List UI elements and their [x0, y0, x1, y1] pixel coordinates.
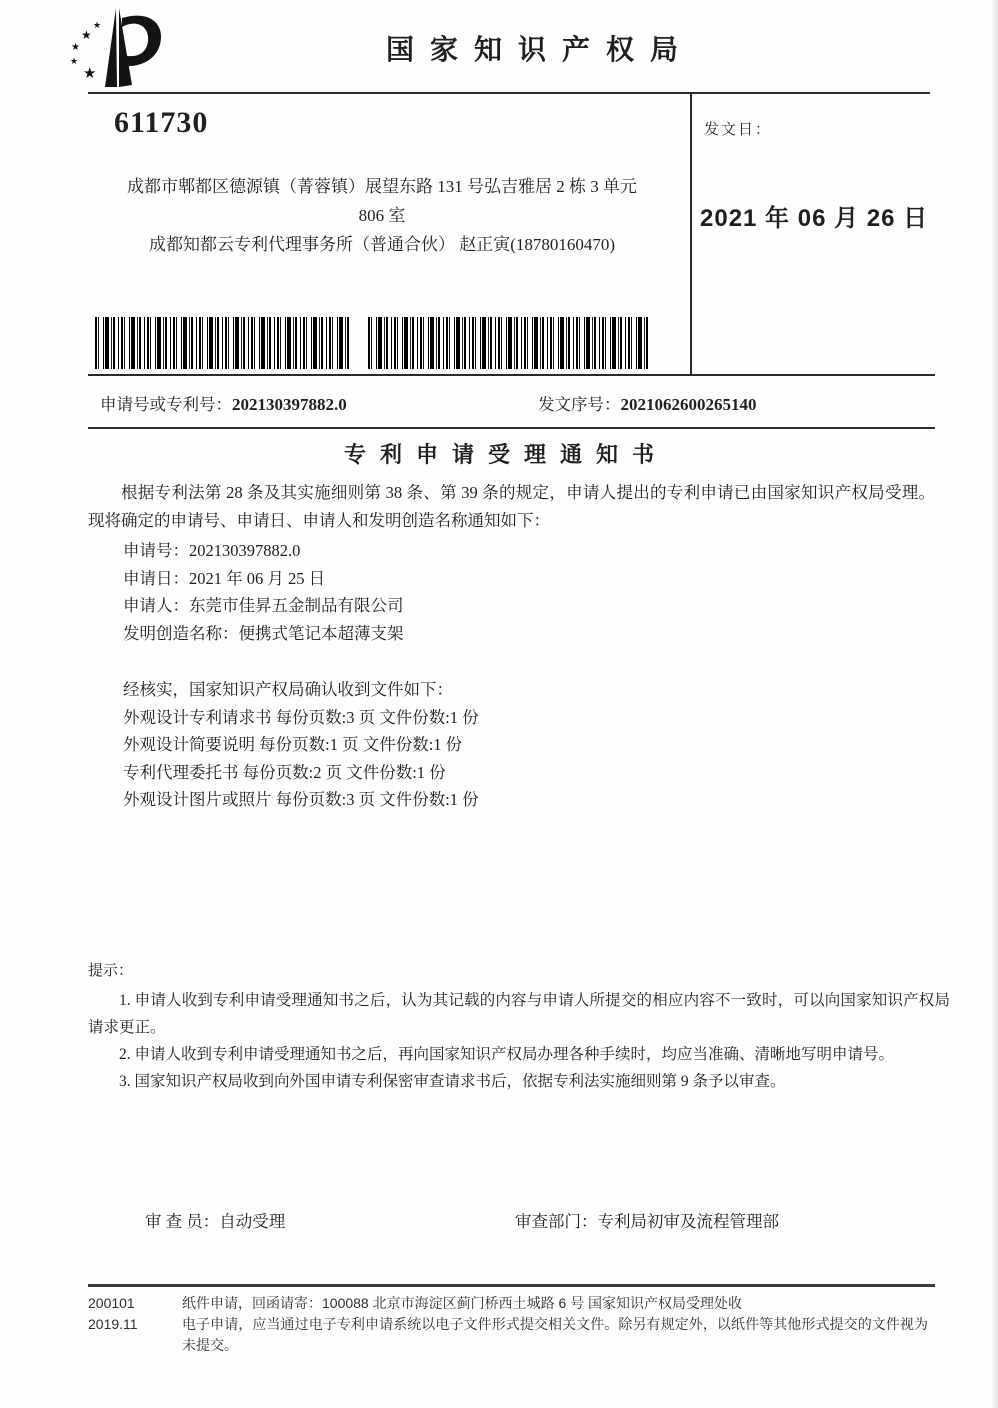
footer-paper-instruction: 纸件申请，回函请寄：100088 北京市海淀区蓟门桥西土城路 6 号 国家知识产权局受理处收 [182, 1295, 743, 1311]
reference-row-top-rule [88, 374, 935, 376]
issue-box-divider [690, 92, 692, 376]
issue-date-label: 发文日： [704, 122, 773, 138]
tip-item-3: 3. 国家知识产权局收到向外国申请专利保密审查请求书后，依据专利法实施细则第 9 条予以审查。 [119, 1073, 786, 1090]
received-document: 外观设计专利请求书 每份页数:3 页 文件份数:1 份 [123, 707, 479, 727]
footer-electronic-instruction: 电子申请，应当通过电子专利申请系统以电子文件形式提交相关文件。除另有规定外，以纸件等其他形式提交的文件视为未提交。 [182, 1316, 928, 1353]
footer-form-revision: 2019.11 [88, 1316, 138, 1332]
received-document: 外观设计图片或照片 每份页数:3 页 文件份数:1 份 [123, 790, 479, 809]
application-field-list [123, 537, 935, 647]
footer [88, 1293, 948, 1356]
scan-edge-shadow [991, 0, 998, 1408]
serial-number-field [538, 391, 757, 415]
recipient-address-block [92, 172, 672, 259]
footer-rule [88, 1284, 935, 1287]
received-document: 外观设计简要说明 每份页数:1 页 文件份数:1 份 [123, 735, 463, 754]
application-number-label: 申请号或专利号： [100, 395, 232, 414]
field-label: 发明创造名称： [123, 623, 239, 643]
received-documents-list [123, 676, 935, 814]
svg-text:★: ★ [83, 66, 97, 82]
field-invention-title [123, 620, 935, 648]
recipient-postal-code: 611730 [114, 106, 209, 139]
field-value: 2021 年 06 月 25 日 [189, 568, 326, 588]
serial-number-value: 2021062600265140 [620, 395, 757, 414]
received-intro: 经核实，国家知识产权局确认收到文件如下： [123, 680, 453, 699]
department-value: 专利局初审及流程管理部 [597, 1212, 779, 1231]
tip-item-1: 1. 申请人收到专利申请受理通知书之后，认为其记载的内容与申请人所提交的相应内容不一致时，可以向国家知识产权局请求更正。 [88, 992, 950, 1036]
field-label: 申请号： [123, 541, 189, 560]
field-value: 202130397882.0 [189, 541, 301, 560]
tip-item-2: 2. 申请人收到专利申请受理通知书之后，再向国家知识产权局办理各种手续时，均应当准确、清晰地写明申请号。 [119, 1046, 895, 1063]
notice-body [88, 479, 935, 814]
recipient-agent-line: 成都知都云专利代理事务所（普通合伙） 赵正寅(18780160470) [148, 235, 616, 254]
tips-section [88, 958, 950, 1095]
application-number-value: 202130397882.0 [232, 395, 347, 414]
recipient-address-line2: 806 室 [358, 206, 406, 225]
field-application-date [123, 565, 935, 593]
serial-number-barcode [368, 317, 649, 369]
field-value: 东莞市佳昇五金制品有限公司 [189, 596, 404, 615]
field-value: 便携式笔记本超薄支架 [238, 623, 404, 643]
received-document: 专利代理委托书 每份页数:2 页 文件份数:1 份 [123, 762, 446, 782]
recipient-address-line1: 成都市郫都区德源镇（菁蓉镇）展望东路 131 号弘吉雅居 2 栋 3 单元 [127, 177, 637, 196]
agency-title: 国家知识产权局 [385, 35, 694, 66]
department-field [515, 1208, 779, 1232]
svg-text:★: ★ [81, 28, 92, 42]
examiner-field [145, 1208, 285, 1232]
examiner-value: 自动受理 [219, 1212, 286, 1231]
field-label: 申请人： [123, 596, 189, 615]
field-application-number [123, 537, 935, 565]
tips-heading: 提示： [88, 963, 134, 979]
notice-title: 专利申请受理通知书 [343, 442, 668, 467]
serial-number-label: 发文序号： [538, 395, 621, 414]
header-rule [88, 92, 930, 94]
issue-date-value: 2021 年 06 月 26 日 [700, 205, 929, 232]
department-label: 审查部门： [515, 1212, 598, 1231]
field-applicant [123, 592, 935, 620]
application-number-field [100, 391, 347, 415]
footer-instructions [182, 1293, 928, 1356]
svg-text:★: ★ [93, 20, 102, 30]
notice-intro: 根据专利法第 28 条及其实施细则第 38 条、第 39 条的规定，申请人提出的专利申请已由国家知识产权局受理。现将确定的申请号、申请日、申请人和发明创造名称通知如下： [88, 483, 935, 530]
reference-row-bottom-rule [88, 427, 935, 429]
application-number-barcode [95, 317, 351, 369]
examiner-label: 审 查 员： [145, 1212, 220, 1231]
svg-text:★: ★ [70, 56, 79, 66]
footer-form-codes [88, 1293, 178, 1335]
footer-form-code: 200101 [88, 1295, 135, 1311]
field-label: 申请日： [123, 568, 189, 588]
svg-text:★: ★ [71, 42, 80, 53]
spacer [88, 647, 935, 673]
